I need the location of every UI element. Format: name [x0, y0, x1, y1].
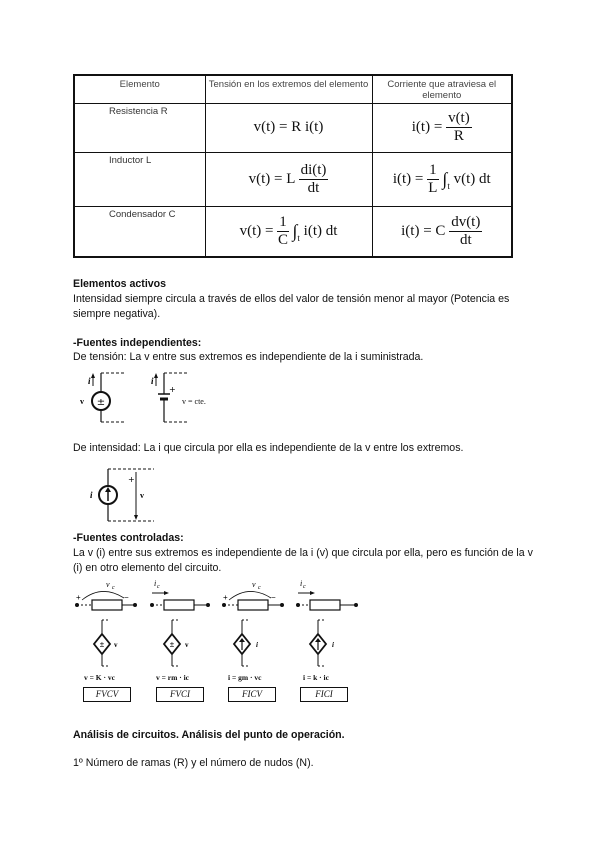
svg-text:±: ±: [99, 640, 105, 649]
resistor-voltage-formula: v(t) = R i(t): [205, 103, 372, 152]
fvcv-formula: v = K · vc: [84, 673, 115, 682]
independent-voltage-text: De tensión: La v entre sus extremos es independiente de la i suministrada.: [73, 351, 424, 363]
fvcv-circuit: [75, 580, 137, 666]
svg-text:v: v: [140, 491, 144, 500]
svg-text:−: −: [124, 593, 129, 602]
ficv-label: FICV: [228, 687, 276, 702]
controlled-text: La v (i) entre sus extremos es independiente de la i (v) que circula por ella, pero es función de la v (i) en otro elemento del circuito.: [73, 547, 533, 574]
svg-text:c: c: [258, 585, 261, 591]
svg-text:+: +: [76, 593, 81, 602]
fici-label: FICI: [300, 687, 348, 702]
svg-text:±: ±: [169, 640, 175, 649]
elements-table: [73, 74, 513, 258]
capacitor-voltage-formula: v(t) = $\frac{1}{C}$ $\int_t$ i(t) dt: [205, 206, 372, 257]
independent-heading: -Fuentes independientes:: [73, 337, 202, 349]
svg-text:+: +: [169, 385, 176, 394]
analysis-step1: 1º Número de ramas (R) y el número de nudos (N).: [73, 757, 314, 769]
svg-text:+: +: [223, 593, 228, 602]
svg-text:v: v: [80, 397, 84, 406]
vcte-label: v = cte.: [182, 397, 206, 406]
svg-text:c: c: [112, 585, 115, 591]
capacitor-current-formula: i(t) = C $\frac{dv(t)}{dt}$: [372, 206, 512, 257]
controlled-heading: -Fuentes controladas:: [73, 532, 184, 544]
row-resistor-name: Resistencia R: [74, 103, 205, 152]
row-inductor-name: Inductor L: [74, 152, 205, 206]
ficv-formula: i = gm · vc: [228, 673, 262, 682]
svg-text:−: −: [271, 593, 276, 602]
svg-text:c: c: [303, 584, 306, 590]
svg-text:i: i: [154, 579, 157, 588]
row-capacitor-name: Condensador C: [74, 206, 205, 257]
ficv-circuit: [222, 580, 284, 666]
svg-text:+: +: [128, 475, 135, 484]
active-heading: Elementos activos: [73, 278, 167, 290]
svg-text:i: i: [151, 376, 154, 386]
svg-text:v: v: [106, 580, 110, 589]
controlled-sources-figure: [72, 578, 372, 670]
svg-text:i: i: [300, 579, 303, 588]
svg-text:i: i: [90, 490, 93, 500]
header-current: Corriente que atraviesa el elemento: [372, 75, 512, 103]
svg-text:c: c: [157, 584, 160, 590]
analysis-heading: Análisis de circuitos. Análisis del punto de operación.: [73, 729, 345, 741]
header-voltage: Tensión en los extremos del elemento: [205, 75, 372, 103]
independent-current-text: De intensidad: La i que circula por ella es independiente de la v entre los extremos.: [73, 442, 464, 454]
fvcv-label: FVCV: [83, 687, 131, 702]
svg-text:v: v: [114, 641, 118, 649]
svg-text:i: i: [256, 641, 258, 649]
fici-formula: i = k · ic: [303, 673, 329, 682]
inductor-voltage-formula: v(t) = L $\frac{di(t)}{dt}$: [205, 152, 372, 206]
resistor-current-formula: i(t) = $\frac{v(t)}{R}$: [372, 103, 512, 152]
fvci-formula: v = rm · ic: [156, 673, 190, 682]
svg-text:i: i: [332, 641, 334, 649]
svg-text:i: i: [88, 376, 91, 386]
svg-text:v: v: [185, 641, 189, 649]
svg-text:v: v: [252, 580, 256, 589]
fvci-label: FVCI: [156, 687, 204, 702]
current-source-figure: [88, 463, 168, 525]
fici-circuit: [296, 579, 358, 666]
header-element: Elemento: [74, 75, 205, 103]
fvci-circuit: [150, 579, 210, 666]
active-text: Intensidad siempre circula a través de ellos del valor de tensión menor al mayor (Potencia es siempre negativa).: [73, 293, 510, 320]
inductor-current-formula: i(t) = $\frac{1}{L}$ $\int_t$ v(t) dt: [372, 152, 512, 206]
svg-text:±: ±: [96, 397, 106, 408]
